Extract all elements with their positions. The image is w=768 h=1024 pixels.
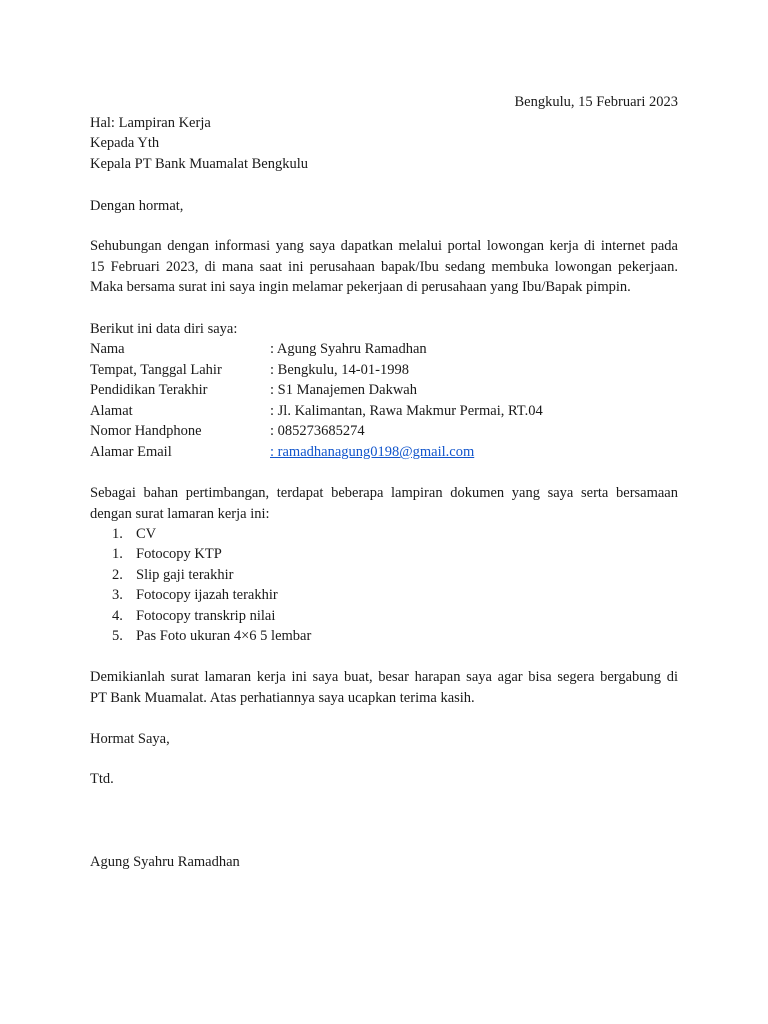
closing-paragraph bbox=[90, 667, 678, 708]
list-item bbox=[112, 606, 275, 627]
data-value: : Jl. Kalimantan, Rawa Makmur Permai, RT.04 bbox=[270, 403, 543, 419]
list-number: 1. bbox=[112, 546, 123, 562]
closing-line: PT Bank Muamalat. Atas perhatiannya saya ucapkan terima kasih. bbox=[90, 689, 475, 706]
list-item bbox=[112, 626, 311, 647]
attachments-intro-line: dengan surat lamaran kerja ini: bbox=[90, 505, 270, 522]
intro-line: Maka bersama surat ini saya ingin melamar pekerjaan di perusahaan yang Ibu/Bapak pimpin. bbox=[90, 279, 631, 295]
data-label: Nomor Handphone bbox=[90, 423, 202, 439]
data-row-name bbox=[90, 339, 690, 360]
data-value: : 085273685274 bbox=[270, 423, 365, 439]
list-number: 3. bbox=[112, 587, 123, 603]
list-item bbox=[112, 585, 278, 606]
to-line: Kepada Yth bbox=[90, 135, 160, 151]
data-row-education bbox=[90, 380, 690, 401]
data-value: : S1 Manajemen Dakwah bbox=[270, 382, 417, 398]
email-link[interactable]: ramadhanagung0198@gmail.com bbox=[274, 444, 475, 460]
list-number: 4. bbox=[112, 608, 123, 624]
signer-name: Agung Syahru Ramadhan bbox=[90, 854, 240, 870]
list-number: 1. bbox=[112, 526, 123, 542]
place-date: Bengkulu, 15 Februari 2023 bbox=[514, 94, 678, 110]
data-row-address bbox=[90, 401, 690, 422]
data-label: Pendidikan Terakhir bbox=[90, 382, 208, 398]
data-value: : Agung Syahru Ramadhan bbox=[270, 341, 427, 357]
subject-line: Hal: Lampiran Kerja bbox=[90, 115, 211, 131]
list-item bbox=[112, 524, 156, 545]
data-value: : Bengkulu, 14-01-1998 bbox=[270, 362, 409, 378]
list-text: Pas Foto ukuran 4×6 5 lembar bbox=[136, 628, 312, 644]
data-row-birth bbox=[90, 360, 690, 381]
list-item bbox=[112, 565, 233, 586]
signature-mark: Ttd. bbox=[90, 771, 114, 787]
list-number: 5. bbox=[112, 628, 123, 644]
data-row-email bbox=[90, 442, 690, 463]
list-text: Slip gaji terakhir bbox=[136, 567, 234, 583]
list-text: Fotocopy ijazah terakhir bbox=[136, 587, 278, 603]
email-colon[interactable]: : bbox=[270, 444, 275, 460]
data-label: Tempat, Tanggal Lahir bbox=[90, 362, 222, 378]
data-label: Alamat bbox=[90, 403, 133, 419]
attachments-intro-line: Sebagai bahan pertimbangan, terdapat beberapa lampiran dokumen yang saya serta bersamaan bbox=[90, 485, 678, 501]
data-label: Nama bbox=[90, 341, 125, 357]
intro-line: Sehubungan dengan informasi yang saya dapatkan melalui portal lowongan kerja di internet pada bbox=[90, 238, 678, 254]
data-label: Alamar Email bbox=[90, 444, 172, 460]
sign-off: Hormat Saya, bbox=[90, 731, 170, 747]
attachments-intro bbox=[90, 483, 678, 524]
greeting: Dengan hormat, bbox=[90, 198, 184, 214]
data-heading: Berikut ini data diri saya: bbox=[90, 321, 238, 337]
list-number: 2. bbox=[112, 567, 123, 583]
list-text: CV bbox=[136, 526, 157, 542]
list-text: Fotocopy KTP bbox=[136, 546, 222, 562]
list-item bbox=[112, 544, 222, 565]
recipient-line: Kepala PT Bank Muamalat Bengkulu bbox=[90, 156, 308, 172]
data-row-phone bbox=[90, 421, 690, 442]
closing-line: Demikianlah surat lamaran kerja ini saya buat, besar harapan saya agar bisa segera bergabung di bbox=[90, 669, 678, 685]
intro-paragraph bbox=[90, 236, 678, 298]
list-text: Fotocopy transkrip nilai bbox=[136, 608, 276, 624]
intro-line: 15 Februari 2023, di mana saat ini perusahaan bapak/Ibu sedang membuka lowongan pekerjaan. bbox=[90, 258, 678, 275]
